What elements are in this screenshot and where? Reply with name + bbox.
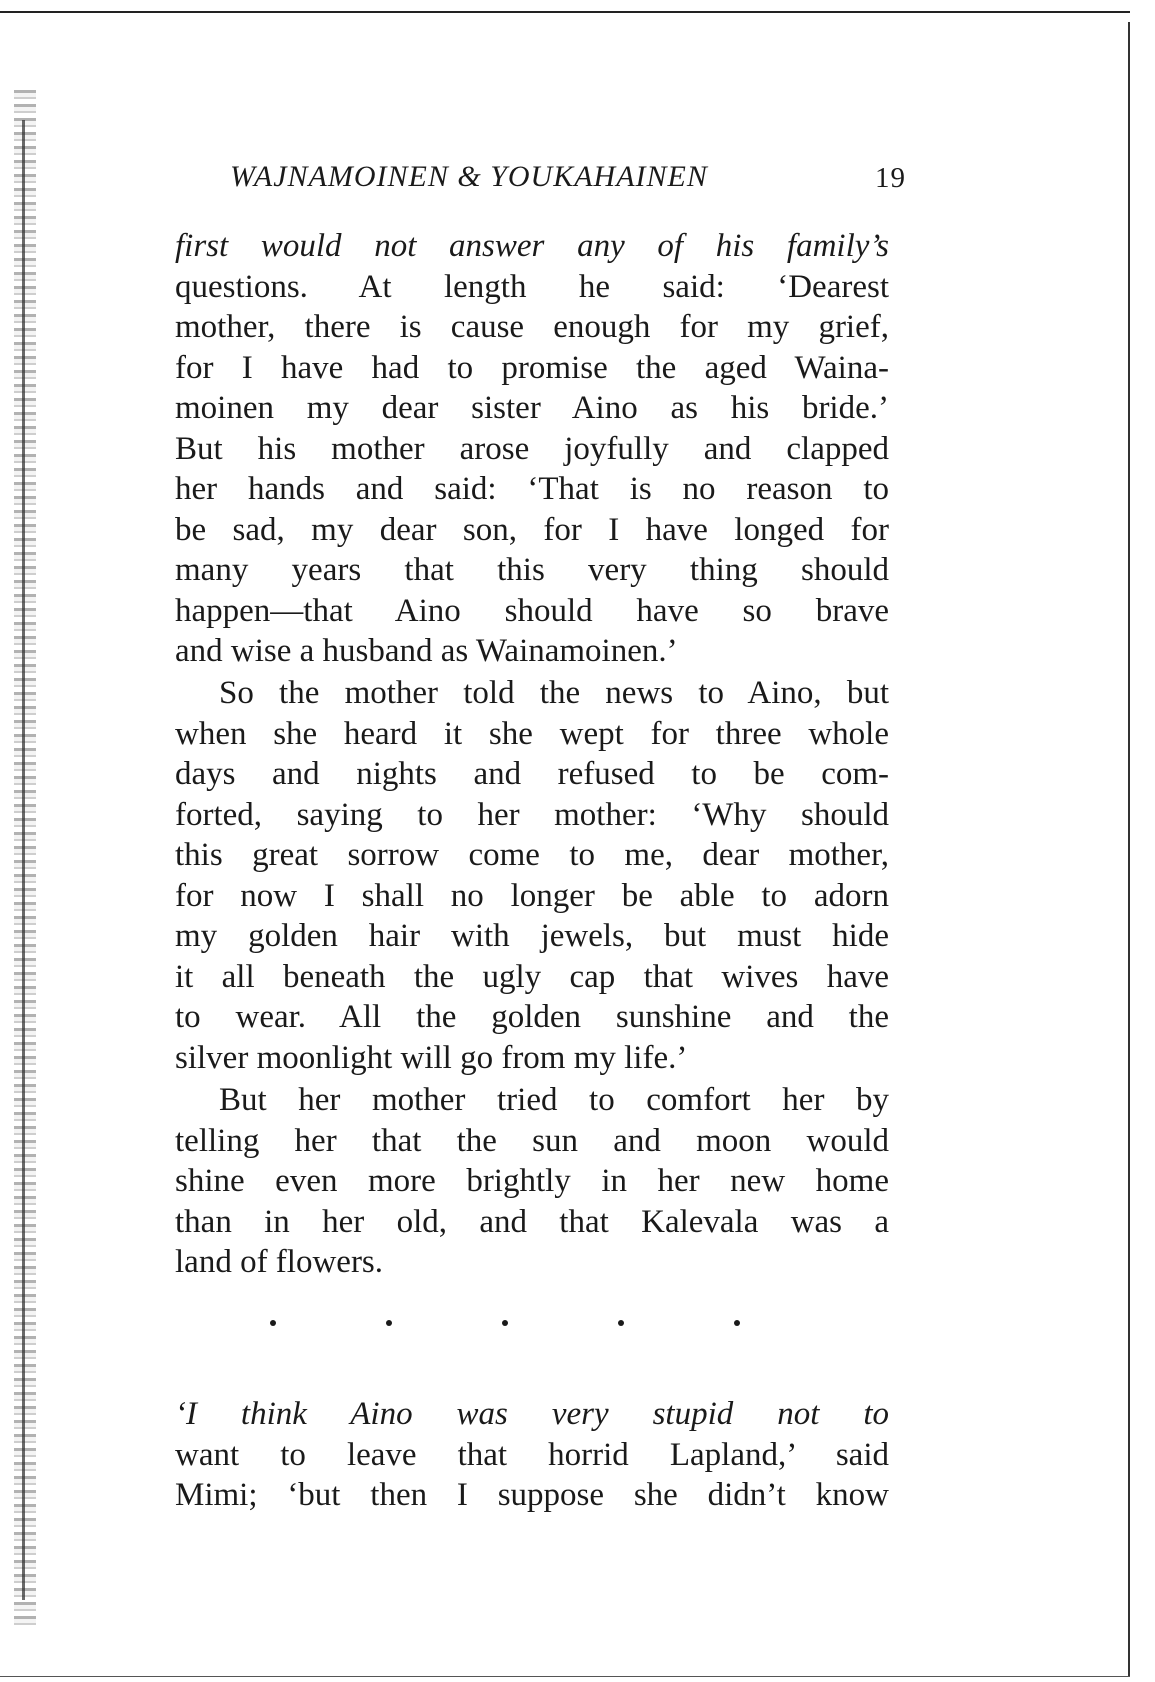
paragraph-3	[175, 1080, 889, 1283]
text-line: forted, saying to her mother: ‘Why should	[175, 796, 889, 833]
text-line: many years that this very thing should	[175, 552, 889, 588]
page-bottom-rule	[0, 1676, 1130, 1677]
text-line: this great sorrow come to me, dear mother,	[175, 837, 889, 873]
separator-dot	[734, 1320, 740, 1326]
text-line: So the mother told the news to Aino, but	[219, 675, 889, 711]
running-title: WAJNAMOINEN & YOUKAHAINEN	[230, 160, 708, 193]
paragraph-4	[175, 1394, 889, 1516]
text-line: mother, there is cause enough for my grief,	[175, 309, 889, 345]
text-line: telling her that the sun and moon would	[175, 1122, 889, 1159]
text-line: Mimi; ‘but then I suppose she didn’t know	[175, 1477, 889, 1513]
text-line: it all beneath the ugly cap that wives have	[175, 958, 889, 995]
paragraph-2	[175, 673, 889, 1078]
text-line: shine even more brightly in her new home	[175, 1163, 889, 1199]
text-line: moinen my dear sister Aino as his bride.’	[175, 390, 889, 426]
text-line: But her mother tried to comfort her by	[219, 1082, 889, 1118]
text-line: questions. At length he said: ‘Dearest	[175, 268, 889, 305]
paragraph-1	[175, 226, 889, 672]
binding-shadow	[14, 90, 36, 1630]
text-line: happen—that Aino should have so brave	[175, 592, 889, 629]
text-line: ‘I think Aino was very stupid not to	[175, 1396, 889, 1432]
text-line: my golden hair with jewels, but must hide	[175, 918, 889, 954]
separator-dot	[270, 1320, 276, 1326]
page-top-rule	[0, 11, 1130, 13]
text-line: her hands and said: ‘That is no reason to	[175, 471, 889, 507]
separator-dot	[502, 1320, 508, 1326]
text-line: for now I shall no longer be able to adorn	[175, 877, 889, 914]
separator-dot	[618, 1320, 624, 1326]
page-number: 19	[875, 162, 906, 194]
section-separator	[270, 1320, 790, 1340]
running-head	[230, 160, 906, 204]
separator-dot	[386, 1320, 392, 1326]
text-line: and wise a husband as Wainamoinen.’	[175, 633, 678, 669]
text-line: But his mother arose joyfully and clapped	[175, 430, 889, 467]
text-line: silver moonlight will go from my life.’	[175, 1039, 688, 1076]
text-line: days and nights and refused to be com-	[175, 756, 889, 792]
text-line: first would not answer any of his family’s	[175, 228, 889, 264]
text-line: want to leave that horrid Lapland,’ said	[175, 1436, 889, 1473]
text-line: when she heard it she wept for three whole	[175, 715, 889, 752]
text-line: than in her old, and that Kalevala was a	[175, 1203, 889, 1240]
text-line: to wear. All the golden sunshine and the	[175, 999, 889, 1035]
text-line: be sad, my dear son, for I have longed for	[175, 511, 889, 548]
binding-edge	[22, 120, 25, 1600]
page-right-rule	[1128, 22, 1130, 1677]
text-line: land of flowers.	[175, 1244, 384, 1280]
text-line: for I have had to promise the aged Waina-	[175, 349, 889, 386]
